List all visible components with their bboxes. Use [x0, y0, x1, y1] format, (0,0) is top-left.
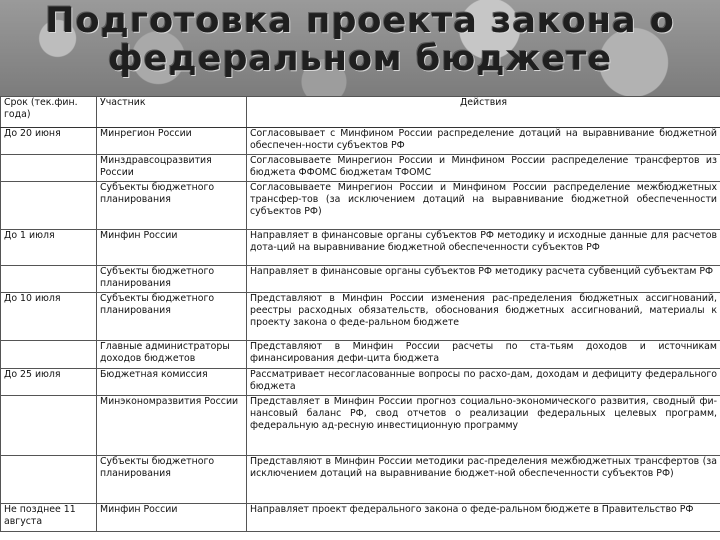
row-participant: Субъекты бюджетного планирования [97, 293, 247, 341]
row-participant: Минфин России [97, 230, 247, 266]
table-row [1, 396, 720, 456]
table-row [1, 456, 720, 504]
row-action: Представляет в Минфин России прогноз социально-экономического развития, сводный фи-нансовый баланс РФ, свод отчетов о реализации федеральных целевых программ, федеральную ад-ресную инвестиционную программу [247, 396, 720, 456]
slide-title-line-1: Подготовка проекта закона о [45, 1, 675, 41]
row-deadline: До 1 июля [1, 230, 97, 266]
row-deadline: До 20 июня [1, 128, 97, 155]
table-row [1, 504, 720, 532]
row-deadline [1, 182, 97, 230]
schedule-table [0, 96, 720, 532]
slide-title [0, 2, 720, 78]
row-deadline: До 10 июля [1, 293, 97, 341]
row-participant: Минздравсоцразвития России [97, 155, 247, 182]
table-header-row [1, 97, 720, 128]
table-row [1, 266, 720, 293]
schedule-table-container [0, 96, 720, 540]
table-row [1, 128, 720, 155]
header-participant: Участник [97, 97, 247, 128]
row-participant: Минрегион России [97, 128, 247, 155]
row-participant: Главные администраторы доходов бюджетов [97, 341, 247, 369]
table-row [1, 369, 720, 396]
slide-title-line-2: федеральном бюджете [107, 39, 613, 79]
row-action: Рассматривает несогласованные вопросы по расхо-дам, доходам и дефициту федерального бюджета [247, 369, 720, 396]
table-row [1, 230, 720, 266]
row-action: Согласовываете Минрегион России и Минфином России распределение межбюджетных трансфер-тов (за исключением дотаций на выравнивание бюджетной обеспеченности субъектов РФ) [247, 182, 720, 230]
row-action: Направляет в финансовые органы субъектов РФ методику расчета субвенций субъектам РФ [247, 266, 720, 293]
row-participant: Субъекты бюджетного планирования [97, 266, 247, 293]
row-participant: Бюджетная комиссия [97, 369, 247, 396]
row-deadline [1, 155, 97, 182]
row-deadline [1, 456, 97, 504]
row-action: Согласовывает с Минфином России распределение дотаций на выравнивание бюджетной обеспечен-ности субъектов РФ [247, 128, 720, 155]
row-deadline [1, 396, 97, 456]
row-action: Согласовываете Минрегион России и Минфином России распределение трансфертов из бюджета ФФОМС бюджетам ТФОМС [247, 155, 720, 182]
header-deadline: Срок (тек.фин. года) [1, 97, 97, 128]
header-actions: Действия [247, 97, 720, 128]
row-participant: Минэкономразвития России [97, 396, 247, 456]
row-deadline: До 25 июля [1, 369, 97, 396]
row-action: Представляют в Минфин России расчеты по ста-тьям доходов и источникам финансирования дефи-цита бюджета [247, 341, 720, 369]
table-row [1, 341, 720, 369]
title-banner [0, 0, 720, 96]
row-participant: Субъекты бюджетного планирования [97, 182, 247, 230]
row-action: Представляют в Минфин России изменения рас-пределения бюджетных ассигнований, реестры расходных обязательств, обоснования бюджетных ассигнований, материалы к проекту закона о феде-ральном бюджете [247, 293, 720, 341]
row-action: Представляют в Минфин России методики рас-пределения межбюджетных трансфертов (за исключением дотаций на выравнивание бюджет-ной обеспеченности субъектов РФ) [247, 456, 720, 504]
row-deadline [1, 341, 97, 369]
table-row [1, 155, 720, 182]
row-action: Направляет проект федерального закона о феде-ральном бюджете в Правительство РФ [247, 504, 720, 532]
table-row [1, 182, 720, 230]
row-participant: Субъекты бюджетного планирования [97, 456, 247, 504]
row-participant: Минфин России [97, 504, 247, 532]
row-deadline [1, 266, 97, 293]
table-row [1, 293, 720, 341]
row-deadline: Не позднее 11 августа [1, 504, 97, 532]
row-action: Направляет в финансовые органы субъектов РФ методику и исходные данные для расчетов дота-ций на выравнивание бюджетной обеспеченности субъектов РФ [247, 230, 720, 266]
